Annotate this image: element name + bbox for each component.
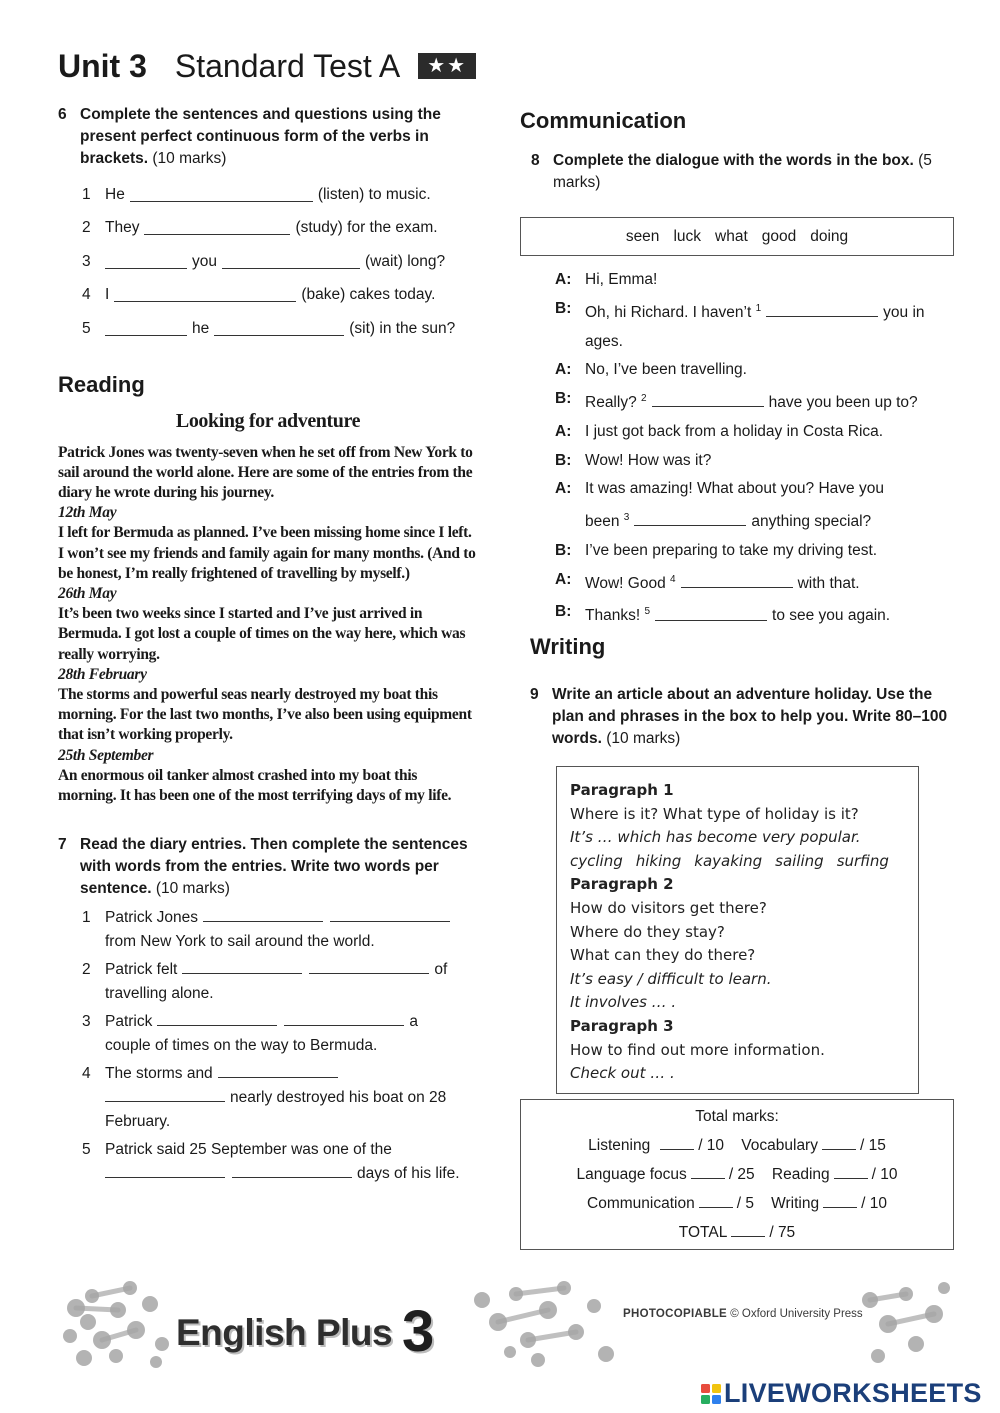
total-marks-row: TOTAL / 75 <box>678 1224 796 1241</box>
footer <box>58 1270 953 1370</box>
ex6-item: 1 He (listen) to music. <box>82 185 431 203</box>
word-box <box>520 217 954 256</box>
plan-paragraph-label: Paragraph 2 <box>570 875 674 894</box>
ex6-answer-blank[interactable] <box>144 221 290 235</box>
dialogue-answer-blank[interactable] <box>681 574 793 588</box>
plan-question: How do visitors get there? <box>570 898 767 917</box>
diary-intro: Patrick Jones was twenty-seven when he set off from New York to sail around the world alone. Here are some of the entries from the diary he wrote during his journey. <box>58 443 473 501</box>
score-blank[interactable] <box>691 1165 725 1179</box>
dialogue-answer-blank[interactable] <box>766 303 878 317</box>
dialogue <box>555 266 955 631</box>
unit-label: Unit 3 <box>58 47 147 84</box>
left-column <box>58 104 478 1190</box>
exercise-6-list <box>58 178 478 346</box>
ex6-answer-blank[interactable] <box>114 288 296 302</box>
diary-date: 12th May <box>58 504 117 522</box>
diary-date: 26th May <box>58 584 117 602</box>
ex6-item: 5 he (sit) in the sun? <box>82 319 456 337</box>
dialogue-line: B: Oh, hi Richard. I haven’t $^1$ you in <box>555 299 925 321</box>
ex7-item: 3 Patrick a couple of times on the way to Bermuda. <box>82 1013 418 1055</box>
plan-phrase: It’s easy / difficult to learn. <box>570 969 772 988</box>
ex6-item: 4 I (bake) cakes today. <box>82 286 436 304</box>
dialogue-line: A: It was amazing! What about you? Have you <box>555 480 884 498</box>
ex6-answer-blank[interactable] <box>214 322 344 336</box>
dialogue-line-continued: been $^3$ anything special? <box>585 511 872 531</box>
ex7-answer-blank[interactable] <box>105 1088 225 1102</box>
score-blank[interactable] <box>823 1194 857 1208</box>
dialogue-line: A: Wow! Good $^4$ with that. <box>555 570 860 592</box>
english-plus-logo: English Plus 3 <box>176 1299 434 1364</box>
exercise-7-list <box>58 906 478 1186</box>
ex7-item: 5 Patrick said 25 September was one of the days of his life. <box>82 1141 460 1183</box>
dialogue-line: B: Wow! How was it? <box>555 451 712 469</box>
ex6-answer-blank[interactable] <box>105 322 187 336</box>
plan-paragraph-label: Paragraph 1 <box>570 781 674 799</box>
score-blank[interactable] <box>699 1194 733 1208</box>
box-word: what <box>715 227 748 245</box>
total-marks-title: Total marks: <box>695 1108 779 1125</box>
diary-date: 25th September <box>58 746 154 764</box>
ex7-answer-blank[interactable] <box>232 1164 352 1178</box>
dialogue-answer-blank[interactable] <box>652 393 764 407</box>
ex7-answer-blank[interactable] <box>218 1064 338 1078</box>
writing-plan-box <box>556 766 919 1094</box>
ex6-item: 3 you (wait) long? <box>82 252 446 270</box>
exercise-6-instruction: 6 Complete the sentences and questions using the present perfect continuous form of the verbs in brackets. (10 marks) <box>58 106 441 167</box>
diary-entry: I left for Bermuda as planned. I’ve been missing home since I left. I won’t see my friends and family again for many months. (And to be honest, I’m really frightened of travelling by myself.) <box>58 524 476 582</box>
plan-question: What can they do there? <box>570 946 756 965</box>
total-marks-row: Listening / 10 Vocabulary / 15 <box>588 1137 886 1154</box>
ex6-answer-blank[interactable] <box>222 255 360 269</box>
score-blank[interactable] <box>834 1165 868 1179</box>
ex7-item: 2 Patrick felt of travelling alone. <box>82 961 448 1003</box>
plan-phrase: It’s … which has become very popular. <box>570 828 861 847</box>
total-marks-row: Communication / 5 Writing / 10 <box>587 1195 887 1212</box>
right-column <box>520 104 955 194</box>
dialogue-line: B: Thanks! $^5$ to see you again. <box>555 603 891 625</box>
ex7-answer-blank[interactable] <box>105 1164 225 1178</box>
dialogue-line-continued: ages. <box>585 332 623 350</box>
ex7-answer-blank[interactable] <box>157 1012 277 1026</box>
plan-phrase: It involves … . <box>570 993 677 1012</box>
ex6-answer-blank[interactable] <box>130 188 313 202</box>
box-word: doing <box>810 227 849 245</box>
ex7-answer-blank[interactable] <box>182 960 302 974</box>
test-title: Standard Test A <box>174 47 401 84</box>
ex7-answer-blank[interactable] <box>284 1012 404 1026</box>
dialogue-line: B: I’ve been preparing to take my driving test. <box>555 541 878 559</box>
score-blank[interactable] <box>822 1136 856 1150</box>
diary-entry: It’s been two weeks since I started and I’ve just arrived in Bermuda. I got lost a couple of times on the way here, which was really worrying. <box>58 605 466 663</box>
writing-heading: Writing <box>530 634 606 659</box>
diary-text <box>58 443 478 807</box>
dialogue-line: B: Really? $^2$ have you been up to? <box>555 389 918 412</box>
ex6-answer-blank[interactable] <box>105 255 187 269</box>
page-title <box>58 44 476 88</box>
reading-text-title: Looking for adventure <box>175 409 361 432</box>
ex7-item: 4 The storms and nearly destroyed his boat on 28 February. <box>82 1065 447 1131</box>
plan-activities: cycling hiking kayaking sailing surfing <box>570 851 889 870</box>
score-blank[interactable] <box>660 1136 694 1150</box>
score-blank[interactable] <box>731 1223 765 1237</box>
plan-question: How to find out more information. <box>570 1040 825 1059</box>
ex7-answer-blank[interactable] <box>330 908 450 922</box>
dialogue-line: A: I just got back from a holiday in Costa Rica. <box>555 422 884 440</box>
liveworksheets-watermark: LIVEWORKSHEETS <box>700 1378 982 1409</box>
reading-heading: Reading <box>58 371 145 397</box>
communication-heading: Communication <box>520 108 687 133</box>
dialogue-answer-blank[interactable] <box>655 607 767 621</box>
dialogue-line: A: No, I’ve been travelling. <box>555 361 747 379</box>
exercise-8-instruction: 8 Complete the dialogue with the words in the box. (5 marks) <box>531 152 932 191</box>
plan-paragraph-label: Paragraph 3 <box>570 1016 674 1035</box>
box-word: good <box>761 227 797 245</box>
total-marks-row: Language focus / 25 Reading / 10 <box>576 1166 898 1183</box>
plan-phrase: Check out … . <box>570 1064 675 1083</box>
writing-section <box>530 634 950 750</box>
ex7-answer-blank[interactable] <box>309 960 429 974</box>
diary-date: 28th February <box>58 665 147 683</box>
ex7-answer-blank[interactable] <box>203 908 323 922</box>
exercise-7-instruction: 7 Read the diary entries. Then complete the sentences with words from the entries. Write two words per sentence. (10 marks) <box>58 836 468 898</box>
dialogue-line: A: Hi, Emma! <box>555 271 658 288</box>
total-marks-box <box>520 1099 954 1250</box>
ex6-item: 2 They (study) for the exam. <box>82 219 438 237</box>
box-word: luck <box>673 227 702 245</box>
plan-question: Where is it? What type of holiday is it? <box>570 804 859 823</box>
diary-entry: The storms and powerful seas nearly destroyed my boat this morning. For the last two months, I’ve also been using equipment that isn’t working properly. <box>58 685 472 744</box>
dialogue-answer-blank[interactable] <box>634 512 746 526</box>
liveworksheets-icon <box>700 1382 722 1406</box>
exercise-9-instruction: 9 Write an article about an adventure holiday. Use the plan and phrases in the box to help you. Write 80–100 words. (10 marks) <box>530 686 948 747</box>
plan-question: Where do they stay? <box>570 922 725 941</box>
copyright-notice: PHOTOCOPIABLE © Oxford University Press <box>620 1308 866 1320</box>
diary-entry: An enormous oil tanker almost crashed into my boat this morning. It has been one of the most terrifying days of my life. <box>58 766 452 804</box>
ex7-item: 1 Patrick Jones from New York to sail around the world. <box>58 906 478 954</box>
difficulty-stars-badge: ★★ <box>418 53 476 79</box>
box-word: seen <box>625 227 660 245</box>
